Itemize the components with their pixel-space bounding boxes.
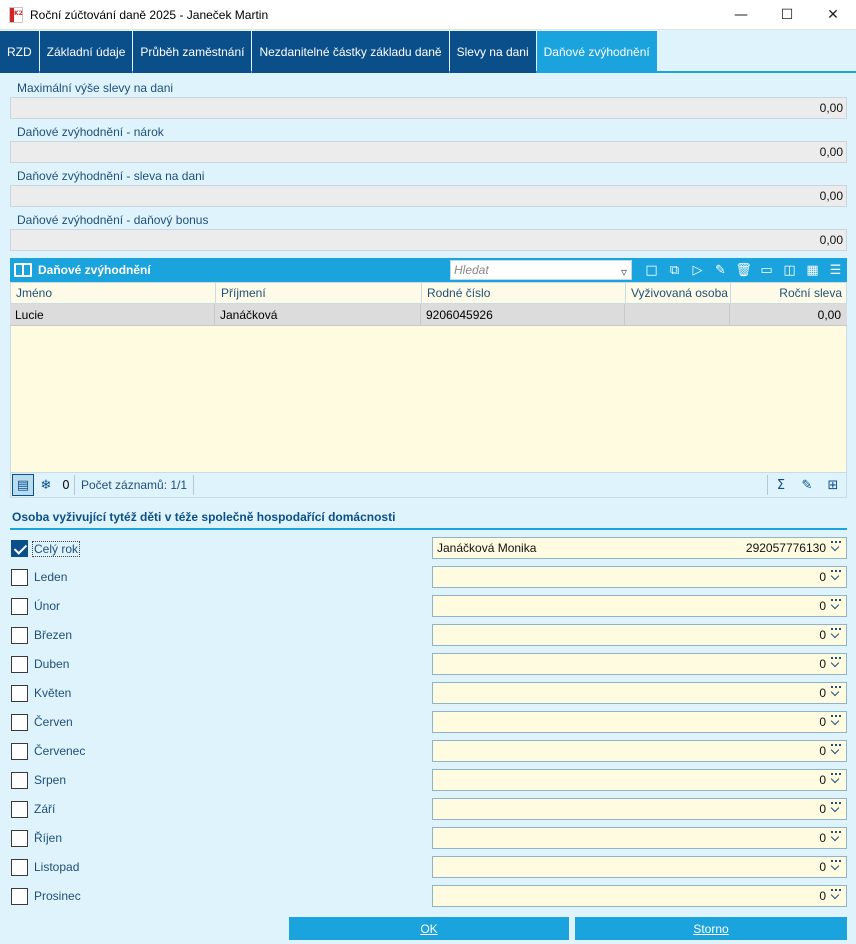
- month-label: Únor: [34, 599, 61, 613]
- month-label: Leden: [34, 570, 68, 584]
- person-id-value: 0: [819, 773, 826, 787]
- person-id-value: 0: [819, 628, 826, 642]
- window-title: Roční zúčtování daně 2025 - Janeček Martin: [30, 7, 269, 22]
- person-id-value: 292057776130: [745, 541, 826, 555]
- table-row[interactable]: [10, 304, 847, 326]
- dropdown-chevron-icon[interactable]: [829, 743, 843, 757]
- person-name: Janáčková Monika: [437, 541, 537, 555]
- person-select[interactable]: [432, 885, 847, 907]
- chart-icon[interactable]: ▭: [760, 262, 773, 278]
- month-checkbox[interactable]: [11, 801, 28, 818]
- zvyhodneni-narok-field[interactable]: 0,00: [10, 141, 847, 163]
- person-id-value: 0: [819, 657, 826, 671]
- book-view-icon[interactable]: ▤: [12, 474, 34, 496]
- month-checkbox[interactable]: [11, 656, 28, 673]
- section-title: Osoba vyživující tytéž děti v téže společně hospodařící domácnosti: [12, 510, 396, 524]
- zvyhodneni-bonus-field[interactable]: 0,00: [10, 229, 847, 251]
- person-id-value: 0: [819, 599, 826, 613]
- tab-bar: [0, 31, 856, 73]
- tab-danove-zvyhodneni[interactable]: Daňové zvýhodnění: [537, 31, 657, 73]
- dropdown-chevron-icon[interactable]: [829, 598, 843, 612]
- max-sleva-field[interactable]: 0,00: [10, 97, 847, 119]
- month-checkbox[interactable]: [11, 714, 28, 731]
- cell-rocni-sleva: 0,00: [817, 308, 841, 322]
- delete-icon[interactable]: 🗑: [735, 262, 752, 278]
- month-checkbox[interactable]: [11, 598, 28, 615]
- filter-icon[interactable]: ▿: [620, 265, 627, 279]
- maximize-button[interactable]: ☐: [780, 7, 794, 23]
- month-label: Srpen: [34, 773, 67, 787]
- month-label: Květen: [34, 686, 72, 700]
- person-select[interactable]: [432, 711, 847, 733]
- grid-footer: [10, 472, 847, 498]
- add-record-icon[interactable]: ⊞: [827, 477, 839, 493]
- month-label: Červenec: [34, 744, 86, 758]
- divider: [193, 475, 194, 495]
- person-id-value: 0: [819, 744, 826, 758]
- person-select[interactable]: [432, 827, 847, 849]
- sum-icon[interactable]: Σ: [776, 477, 786, 493]
- person-select[interactable]: [432, 682, 847, 704]
- month-checkbox[interactable]: [11, 888, 28, 905]
- person-select[interactable]: [432, 856, 847, 878]
- month-checkbox[interactable]: [11, 627, 28, 644]
- search-input[interactable]: [450, 260, 632, 280]
- dropdown-chevron-icon[interactable]: [829, 859, 843, 873]
- book-icon: [14, 263, 32, 277]
- max-sleva-label: Maximální výše slevy na dani: [17, 81, 174, 95]
- person-select[interactable]: [432, 595, 847, 617]
- minimize-button[interactable]: —: [734, 7, 748, 23]
- month-checkbox[interactable]: [11, 685, 28, 702]
- section-divider: [10, 528, 847, 530]
- tab-slevy-na-dani[interactable]: Slevy na dani: [450, 31, 536, 73]
- grid-header: [10, 258, 847, 282]
- tab-zakladni-udaje[interactable]: Základní údaje: [40, 31, 133, 73]
- copy-icon[interactable]: ⧉: [669, 262, 680, 278]
- cell-prijmeni: Janáčková: [215, 304, 421, 325]
- person-select[interactable]: [432, 566, 847, 588]
- person-id-value: 0: [819, 570, 826, 584]
- person-select[interactable]: [432, 537, 847, 559]
- col-rocni-sleva[interactable]: Roční sleva: [779, 286, 842, 300]
- month-label: Listopad: [34, 860, 80, 874]
- month-checkbox[interactable]: [11, 743, 28, 760]
- dropdown-chevron-icon[interactable]: [829, 569, 843, 583]
- columns-icon[interactable]: ◫: [783, 262, 796, 278]
- tab-nezdanitelne-castky[interactable]: Nezdanitelné částky základu daně: [252, 31, 448, 73]
- tab-prubeh-zamestnani[interactable]: Průběh zaměstnání: [133, 31, 251, 73]
- month-label: Září: [34, 802, 56, 816]
- dropdown-chevron-icon[interactable]: [829, 772, 843, 786]
- month-checkbox[interactable]: [11, 569, 28, 586]
- month-checkbox[interactable]: [11, 859, 28, 876]
- dropdown-chevron-icon[interactable]: [829, 685, 843, 699]
- person-id-value: 0: [819, 715, 826, 729]
- month-label: Duben: [34, 657, 70, 671]
- dropdown-chevron-icon[interactable]: [829, 627, 843, 641]
- search-placeholder: Hledat: [454, 263, 489, 277]
- storno-button[interactable]: Storno: [575, 917, 847, 940]
- month-label: Celý rok: [34, 542, 79, 556]
- dropdown-chevron-icon[interactable]: [829, 888, 843, 902]
- dropdown-chevron-icon[interactable]: [829, 714, 843, 728]
- col-jmeno[interactable]: Jméno: [11, 283, 216, 303]
- zvyhodneni-sleva-field[interactable]: 0,00: [10, 185, 847, 207]
- grid-column-headers: [10, 282, 847, 304]
- person-select[interactable]: [432, 624, 847, 646]
- person-id-value: 0: [819, 686, 826, 700]
- grid-empty-area[interactable]: [10, 326, 847, 472]
- zvyhodneni-bonus-label: Daňové zvýhodnění - daňový bonus: [17, 213, 209, 227]
- month-label: Prosinec: [34, 889, 81, 903]
- month-checkbox[interactable]: [11, 540, 28, 557]
- record-count: Počet záznamů: 1/1: [81, 478, 188, 492]
- title-bar: [0, 0, 856, 30]
- menu-icon[interactable]: ☰: [829, 262, 842, 278]
- month-label: Březen: [34, 628, 73, 642]
- play-icon[interactable]: ▷: [692, 262, 703, 278]
- person-select[interactable]: [432, 653, 847, 675]
- person-select[interactable]: [432, 769, 847, 791]
- zvyhodneni-sleva-label: Daňové zvýhodnění - sleva na dani: [17, 169, 205, 183]
- month-label: Říjen: [34, 831, 63, 845]
- month-label: Červen: [34, 715, 73, 729]
- person-id-value: 0: [819, 860, 826, 874]
- new-record-icon[interactable]: □: [645, 262, 658, 278]
- person-id-value: 0: [819, 889, 826, 903]
- zvyhodneni-narok-label: Daňové zvýhodnění - nárok: [17, 125, 164, 139]
- month-checkbox[interactable]: [11, 830, 28, 847]
- edit-icon[interactable]: ✎: [715, 262, 726, 278]
- k2-app-icon: K2: [9, 7, 23, 23]
- excel-icon[interactable]: ▦: [806, 262, 819, 278]
- grid-title: Daňové zvýhodnění: [38, 263, 151, 277]
- ok-button[interactable]: OK: [289, 917, 569, 940]
- dropdown-chevron-icon[interactable]: [829, 830, 843, 844]
- cell-vyzivovana-osoba: [625, 304, 730, 325]
- person-select[interactable]: [432, 798, 847, 820]
- col-prijmeni[interactable]: Příjmení: [216, 283, 422, 303]
- person-id-value: 0: [819, 802, 826, 816]
- col-rodne-cislo[interactable]: Rodné číslo: [422, 283, 626, 303]
- frozen-count: 0: [62, 478, 70, 492]
- person-select[interactable]: [432, 740, 847, 762]
- dialog-footer: [0, 914, 856, 944]
- col-vyzivovana-osoba[interactable]: Vyživovaná osoba: [626, 283, 731, 303]
- edit-footer-icon[interactable]: ✎: [801, 477, 813, 493]
- tab-rzd[interactable]: RZD: [0, 31, 39, 73]
- dropdown-chevron-icon[interactable]: [829, 656, 843, 670]
- dropdown-chevron-icon[interactable]: [829, 540, 843, 554]
- person-id-value: 0: [819, 831, 826, 845]
- freeze-icon[interactable]: ❄: [40, 477, 52, 493]
- cell-jmeno: Lucie: [10, 304, 215, 325]
- close-button[interactable]: ✕: [827, 7, 839, 23]
- month-checkbox[interactable]: [11, 772, 28, 789]
- cell-rodne-cislo: 9206045926: [421, 304, 625, 325]
- dropdown-chevron-icon[interactable]: [829, 801, 843, 815]
